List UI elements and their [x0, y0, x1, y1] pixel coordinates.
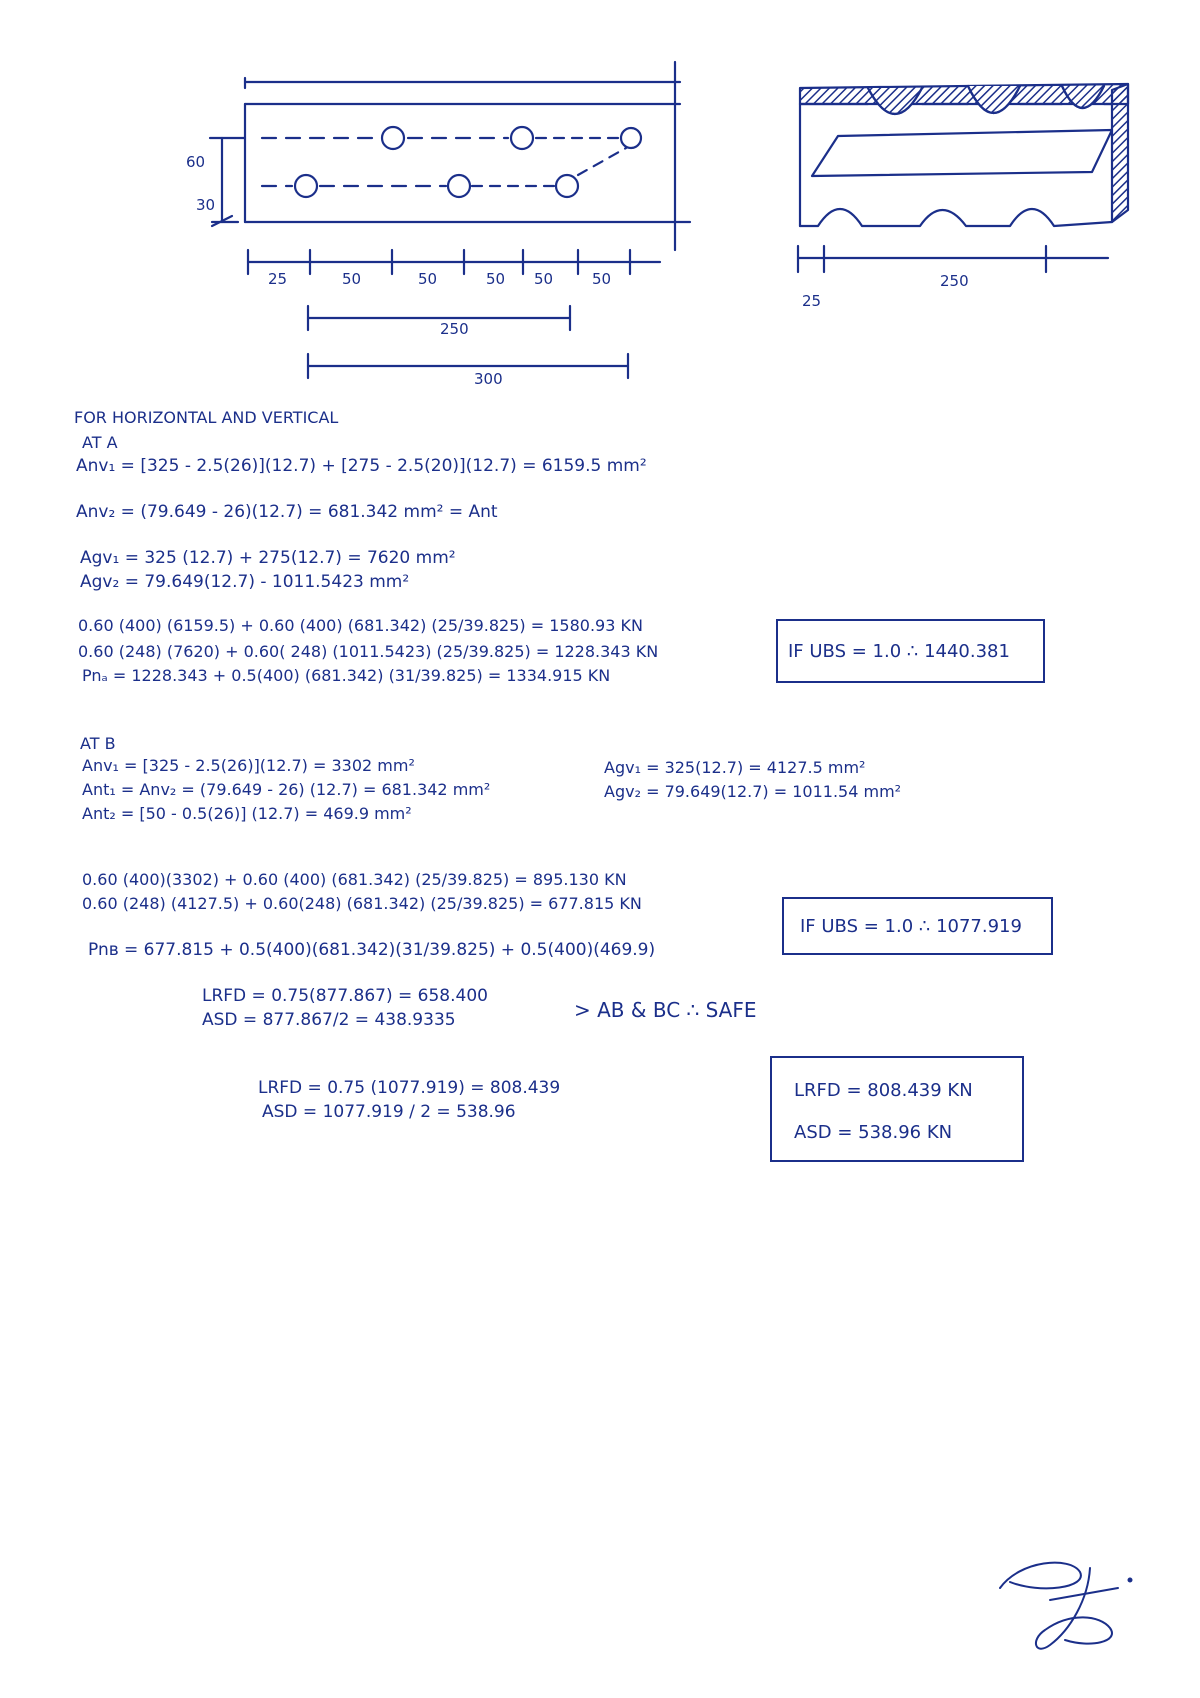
- section-header: FOR HORIZONTAL AND VERTICAL: [74, 408, 339, 427]
- at-a-eq3: Pnₐ = 1228.343 + 0.5(400) (681.342) (31/39.825) = 1334.915 KN: [82, 666, 611, 685]
- span-300-label: 300: [474, 370, 503, 388]
- at-b-eq1: 0.60 (400)(3302) + 0.60 (400) (681.342) (25/39.825) = 895.130 KN: [82, 870, 627, 889]
- at-b-label: AT B: [80, 734, 116, 753]
- dim-30: 30: [196, 196, 216, 214]
- spacing-label-6: 50: [592, 270, 612, 288]
- spacing-label-5: 50: [534, 270, 554, 288]
- at-b-result-text: IF UBS = 1.0 ∴ 1077.919: [800, 916, 1022, 937]
- at-b-agv2: Agv₂ = 79.649(12.7) = 1011.54 mm²: [604, 782, 902, 801]
- spacing-label-1: 25: [268, 270, 288, 288]
- at-a-anv1: Anv₁ = [325 - 2.5(26)](12.7) + [275 - 2.5(20)](12.7) = 6159.5 mm²: [76, 456, 647, 476]
- at-b-anv1: Anv₁ = [325 - 2.5(26)](12.7) = 3302 mm²: [82, 756, 415, 775]
- at-a-label: AT A: [82, 433, 118, 452]
- spacing-label-2: 50: [342, 270, 362, 288]
- at-b-eq2: 0.60 (248) (4127.5) + 0.60(248) (681.342) (25/39.825) = 677.815 KN: [82, 894, 642, 913]
- at-b-ant2: Ant₂ = [50 - 0.5(26)] (12.7) = 469.9 mm²: [82, 804, 412, 823]
- at-a-agv2: Agv₂ = 79.649(12.7) - 1011.5423 mm²: [80, 572, 410, 592]
- result1-lrfd: LRFD = 0.75(877.867) = 658.400: [202, 986, 488, 1006]
- result2-asd: ASD = 1077.919 / 2 = 538.96: [262, 1102, 516, 1122]
- at-a-eq1: 0.60 (400) (6159.5) + 0.60 (400) (681.342) (25/39.825) = 1580.93 KN: [78, 616, 643, 635]
- at-a-agv1: Agv₁ = 325 (12.7) + 275(12.7) = 7620 mm²: [80, 548, 456, 568]
- at-b-ant1: Ant₁ = Anv₂ = (79.649 - 26) (12.7) = 681.342 mm²: [82, 780, 491, 799]
- side-dim-250: 250: [940, 272, 969, 290]
- side-dim-25: 25: [802, 292, 822, 310]
- result1-asd: ASD = 877.867/2 = 438.9335: [202, 1010, 456, 1030]
- at-b-agv1: Agv₁ = 325(12.7) = 4127.5 mm²: [604, 758, 866, 777]
- at-a-eq2: 0.60 (248) (7620) + 0.60( 248) (1011.5423) (25/39.825) = 1228.343 KN: [78, 642, 659, 661]
- result2-lrfd: LRFD = 0.75 (1077.919) = 808.439: [258, 1078, 561, 1098]
- dim-60: 60: [186, 153, 206, 171]
- at-a-result-text: IF UBS = 1.0 ∴ 1440.381: [788, 641, 1010, 662]
- final-lrfd: LRFD = 808.439 KN: [794, 1080, 973, 1101]
- final-asd: ASD = 538.96 KN: [794, 1122, 953, 1143]
- at-b-eq3: Pnʙ = 677.815 + 0.5(400)(681.342)(31/39.825) + 0.5(400)(469.9): [88, 940, 656, 960]
- spacing-label-3: 50: [418, 270, 438, 288]
- at-a-anv2: Anv₂ = (79.649 - 26)(12.7) = 681.342 mm² = Ant: [76, 502, 498, 522]
- span-250-label: 250: [440, 320, 469, 338]
- result1-conclusion: > AB & BC ∴ SAFE: [574, 998, 757, 1022]
- spacing-label-4: 50: [486, 270, 506, 288]
